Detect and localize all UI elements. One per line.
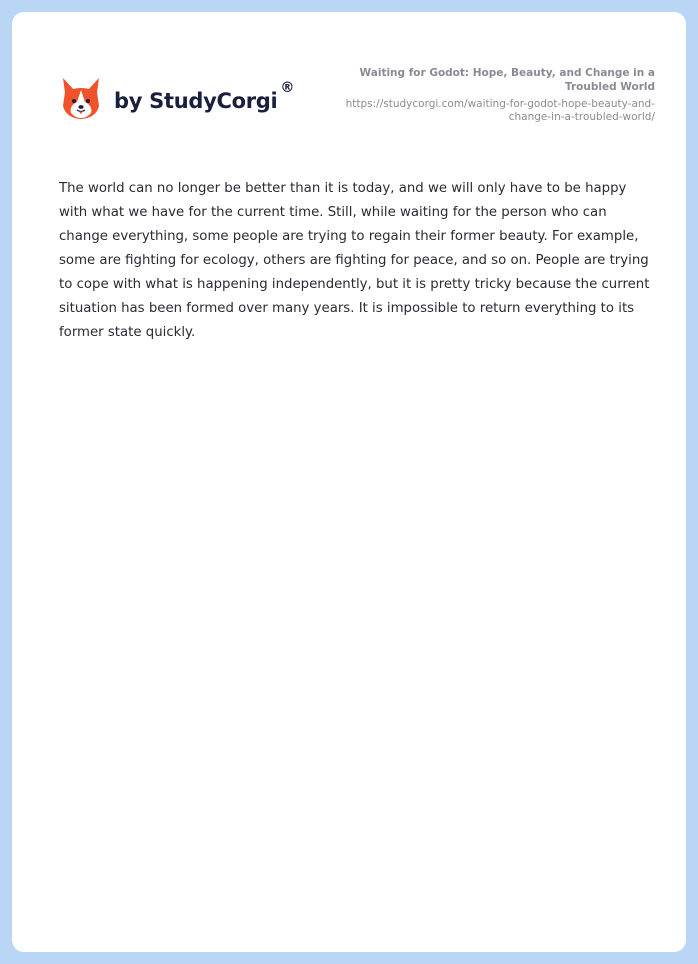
corgi-logo-icon — [60, 76, 102, 122]
body-paragraph: The world can no longer be better than it is today, and we will only have to be happy with what we have for the current time. Still, while waiting for the person who can change everything, some people are trying to regain their former beauty. For example, some are fighting for ecology, others are fighting for peace, and so on. People are trying to cope with what is happening independently, but it is pretty tricky because the current situation has been formed over many years. It is impossible to return everything to its former state quickly. — [59, 181, 650, 340]
document-meta — [305, 66, 655, 124]
logo-text: by StudyCorgi — [114, 89, 278, 113]
document-title: Waiting for Godot: Hope, Beauty, and Change in a Troubled World — [359, 67, 655, 93]
document-page — [12, 12, 686, 952]
document-url[interactable]: https://studycorgi.com/waiting-for-godot-hope-beauty-and-change-in-a-troubled-world/ — [345, 98, 655, 123]
registered-mark: ® — [280, 80, 295, 96]
studycorgi-logo[interactable] — [60, 76, 294, 122]
